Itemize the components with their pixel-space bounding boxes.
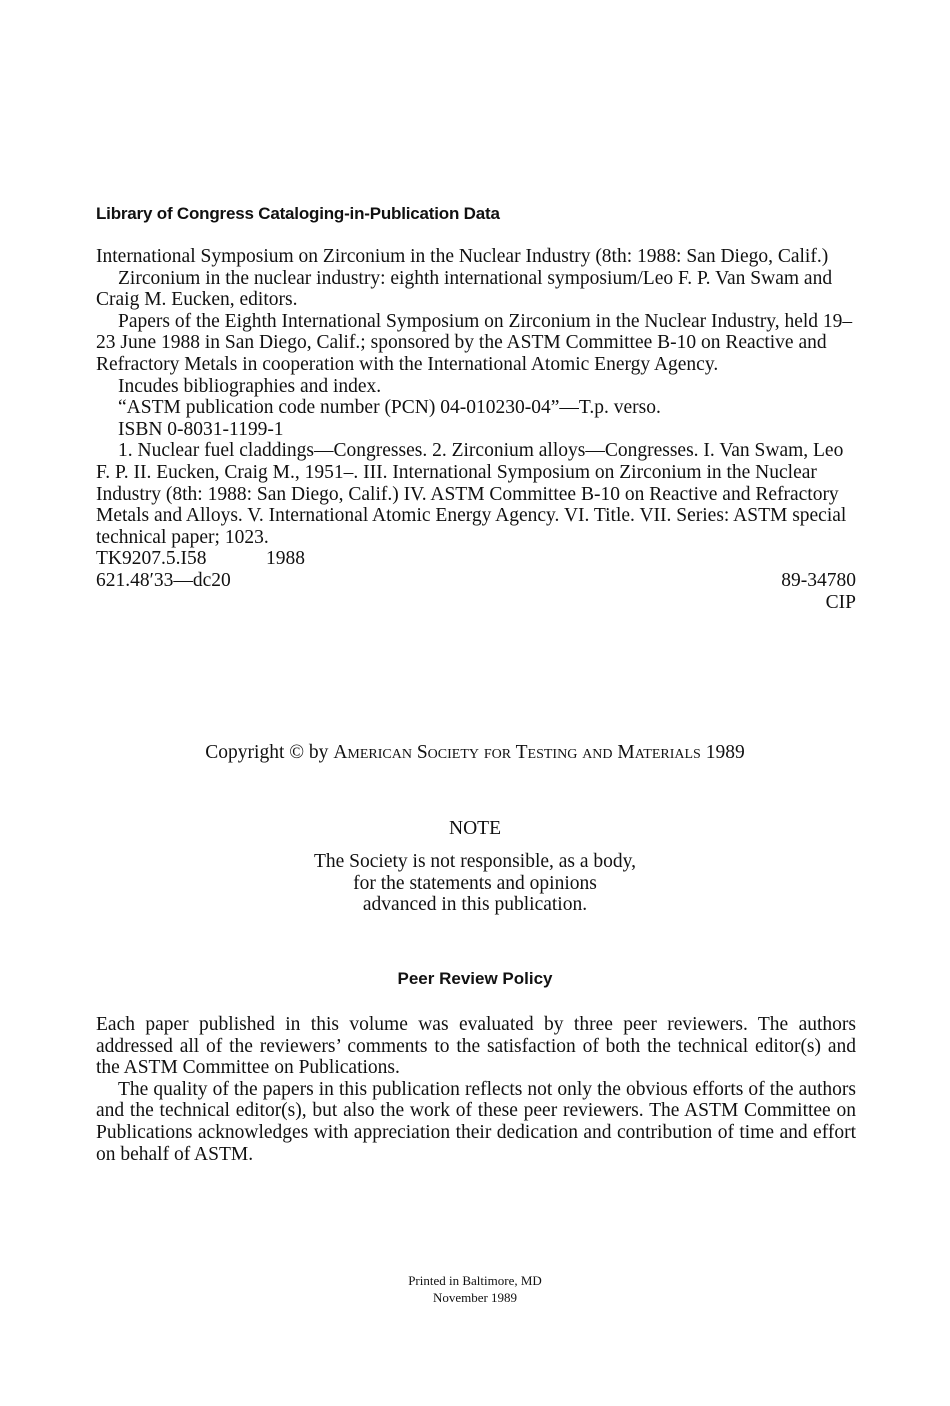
- cip-mark-line: [96, 592, 856, 614]
- note-title: NOTE: [449, 818, 501, 839]
- copyright-organization: American Society for Testing and Materials: [333, 742, 701, 763]
- cip-note-bibliography: Incudes bibliographies and index.: [118, 375, 382, 397]
- cip-lccn: 89-34780: [781, 569, 856, 591]
- peer-review-heading: Peer Review Policy: [397, 969, 553, 988]
- copyright-line: [0, 742, 950, 764]
- peer-review-paragraph: Each paper published in this volume was evaluated by three peer reviewers. The authors addressed all of the reviewers’ comments to the satisfaction of both the technical editor(s) and the ASTM Committee on Publications.: [96, 1014, 856, 1079]
- cip-mark: CIP: [825, 591, 856, 613]
- printed-place: Printed in Baltimore, MD: [408, 1273, 542, 1288]
- cip-dewey: 621.48′33—dc20: [96, 569, 231, 591]
- cip-heading: Library of Congress Cataloging-in-Publication Data: [96, 204, 500, 223]
- cip-note-papers: Papers of the Eighth International Symposium on Zirconium in the Nuclear Industry, held 19–23 June 1988 in San Diego, Calif.; sponsored by the ASTM Committee B-10 on Reactive and Refractory Metals in cooperation with the International Atomic Energy Agency.: [96, 310, 853, 375]
- printed-info: [0, 1272, 950, 1306]
- note-line: advanced in this publication.: [362, 894, 588, 916]
- cip-isbn: ISBN 0-8031-1199-1: [118, 418, 284, 440]
- note-body: [0, 851, 950, 916]
- copyright-prefix: Copyright © by: [205, 742, 329, 763]
- cip-lc-class-line: [96, 548, 856, 570]
- cip-dewey-line: [96, 570, 856, 592]
- peer-review-body: [96, 1014, 856, 1165]
- cip-subjects: 1. Nuclear fuel claddings—Congresses. 2. Zirconium alloys—Congresses. I. Van Swam, Leo F. P. II. Eucken, Craig M., 1951–. III. International Symposium on Zirconium in the Nuclear Industry (8th: 1988: San Diego, Calif.) IV. ASTM Committee B-10 on Reactive and Refractory Metals and Alloys. V. International Atomic Energy Agency. VI. Title. VII. Series: ASTM special technical paper; 1023.: [96, 440, 847, 548]
- cip-title-statement: Zirconium in the nuclear industry: eighth international symposium/Leo F. P. Van Swam and Craig M. Eucken, editors.: [96, 267, 833, 311]
- printed-date: November 1989: [432, 1290, 518, 1305]
- peer-review-paragraph: The quality of the papers in this publication reflects not only the obvious efforts of the authors and the technical editor(s), but also the work of these peer reviewers. The ASTM Committee on Publications acknowledges with appreciation their dedication and contribution of time and effort on behalf of ASTM.: [96, 1078, 856, 1165]
- copyright-year: 1989: [705, 742, 745, 763]
- note-line: for the statements and opinions: [353, 872, 597, 894]
- note-line: The Society is not responsible, as a body,: [313, 851, 637, 872]
- cip-record: [96, 246, 856, 613]
- cip-main-entry: International Symposium on Zirconium in the Nuclear Industry (8th: 1988: San Diego, Calif.): [96, 246, 829, 267]
- cip-note-pcn: “ASTM publication code number (PCN) 04-010230-04”—T.p. verso.: [118, 397, 661, 419]
- cip-lc-class: TK9207.5.I58: [96, 548, 207, 570]
- cip-lc-year: 1988: [266, 548, 305, 570]
